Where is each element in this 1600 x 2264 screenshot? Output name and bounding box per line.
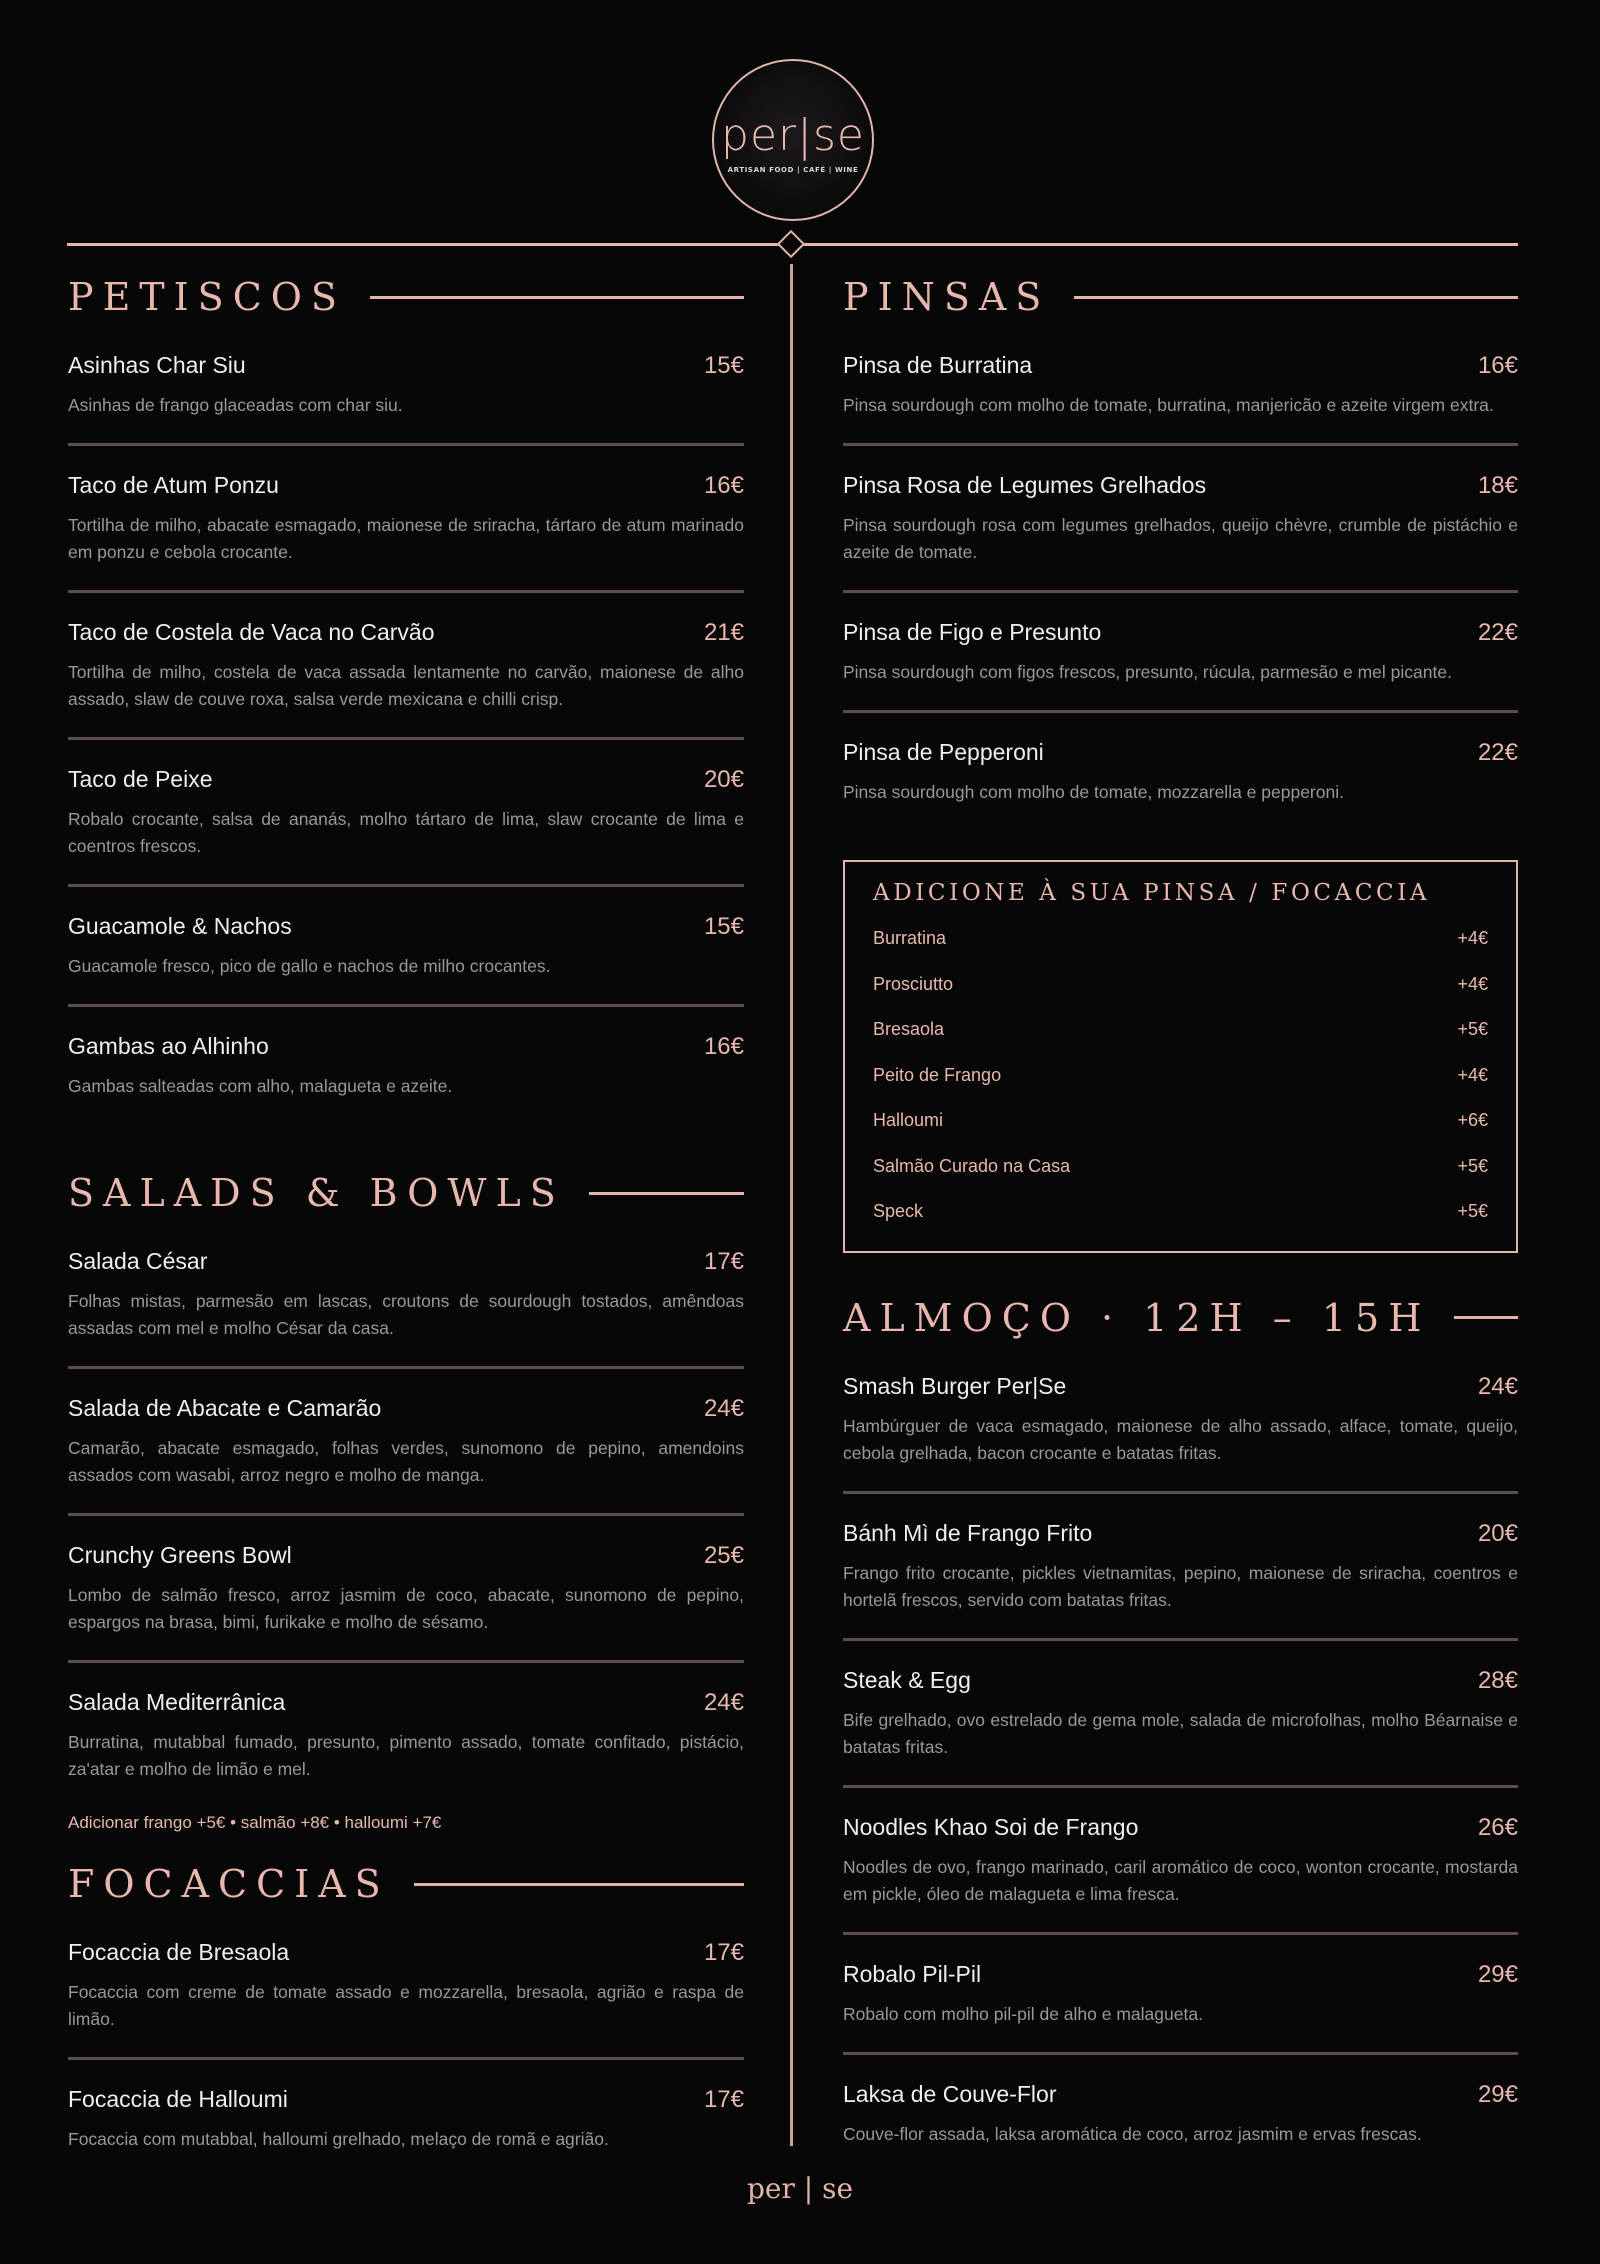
menu-item: [843, 713, 1518, 830]
pinsa-addon-box: [843, 860, 1518, 1253]
addon-price: +6€: [1457, 1110, 1488, 1131]
menu-item-header: [68, 1033, 744, 1061]
menu-item-name: Crunchy Greens Bowl: [68, 1542, 292, 1568]
menu-item-header: [843, 1373, 1518, 1401]
menu-item: [68, 446, 744, 593]
menu-item-description: Focaccia com mutabbal, halloumi grelhado, melaço de romã e agrião.: [68, 2129, 609, 2149]
menu-item-description: Couve-flor assada, laksa aromática de coco, arroz jasmim e ervas frescas.: [843, 2123, 1422, 2144]
menu-item-price: 17€: [703, 1939, 744, 1966]
menu-item-description: Robalo crocante, salsa de ananás, molho tártaro de lima, slaw crocante de lima e coentros frescos.: [68, 809, 744, 856]
menu-item-header: [68, 1248, 744, 1276]
menu-item-description: Guacamole fresco, pico de gallo e nachos de milho crocantes.: [68, 956, 551, 976]
menu-list: [68, 326, 744, 1124]
menu-item-price: 22€: [1477, 619, 1518, 646]
menu-list: [68, 1222, 744, 1807]
menu-item-header: [843, 472, 1518, 500]
menu-item-header: [68, 1395, 744, 1423]
menu-item-description: Focaccia com creme de tomate assado e mozzarella, bresaola, agrião e raspa de limão.: [68, 1982, 744, 2029]
menu-item-name: Salada Mediterrânica: [68, 1689, 286, 1715]
menu-item: [843, 446, 1518, 593]
menu-item-price: 20€: [1477, 1519, 1518, 1547]
addon-row: [873, 1098, 1488, 1144]
menu-item: [68, 1007, 744, 1124]
right-column: [843, 264, 1518, 2172]
menu-item-name: Salada César: [68, 1248, 208, 1274]
menu-item-price: 20€: [703, 766, 744, 793]
menu-item-price: 29€: [1477, 1960, 1518, 1988]
diamond-ornament: [777, 230, 805, 258]
addon-row: [873, 1189, 1488, 1235]
addon-price: +5€: [1457, 1155, 1488, 1176]
section-rule: [1454, 1316, 1518, 1319]
menu-item-name: Bánh Mì de Frango Frito: [843, 1519, 1093, 1546]
section-rule: [414, 1883, 744, 1886]
menu-item-header: [843, 619, 1518, 647]
addon-name: Speck: [873, 1201, 924, 1222]
menu-item-price: 17€: [703, 2086, 744, 2113]
menu-item-description: Tortilha de milho, costela de vaca assada lentamente no carvão, maionese de alho assado, slaw de couve roxa, salsa verde mexicana e chilli crisp.: [68, 662, 744, 709]
menu-item-header: [843, 1520, 1518, 1548]
section-title: ALMOÇO · 12H – 15H: [843, 1295, 1431, 1340]
menu-item-header: [68, 352, 744, 380]
section-title: SALADS & BOWLS: [68, 1171, 565, 1215]
menu-item-name: Noodles Khao Soi de Frango: [843, 1813, 1139, 1840]
menu-item-header: [843, 739, 1518, 767]
menu-item: [68, 326, 744, 446]
menu-item-description: Pinsa sourdough rosa com legumes grelhados, queijo chèvre, crumble de pistáchio e azeite de tomate.: [843, 515, 1518, 562]
menu-item: [843, 593, 1518, 713]
menu-item-price: 15€: [703, 352, 744, 379]
section-petiscos: [68, 268, 744, 326]
menu-item-header: [68, 913, 744, 941]
menu-item-name: Pinsa Rosa de Legumes Grelhados: [843, 472, 1207, 498]
menu-list: [68, 1913, 744, 2177]
addon-name: Halloumi: [873, 1110, 944, 1131]
menu-item: [843, 1641, 1518, 1788]
section-almoco: [843, 1289, 1518, 1347]
addon-price: +4€: [1457, 928, 1488, 949]
menu-item-price: 24€: [703, 1689, 744, 1716]
menu-item: [843, 1494, 1518, 1641]
menu-item-name: Guacamole & Nachos: [68, 913, 292, 939]
addon-price: +5€: [1457, 1201, 1488, 1222]
addon-name: Prosciutto: [873, 973, 954, 994]
footer-logo: per | se: [746, 2172, 854, 2205]
menu-list: [843, 1347, 1518, 2172]
menu-item-description: Tortilha de milho, abacate esmagado, maionese de sriracha, tártaro de atum marinado em ponzu e cebola crocante.: [68, 515, 744, 562]
menu-item-description: Hambúrguer de vaca esmagado, maionese de alho assado, alface, tomate, queijo, cebola grelhada, bacon crocante e batatas fritas.: [843, 1415, 1518, 1463]
menu-item-name: Gambas ao Alhinho: [68, 1033, 269, 1059]
menu-item-header: [843, 1814, 1518, 1842]
menu-item: [843, 326, 1518, 446]
menu-item-header: [68, 1689, 744, 1717]
menu-item-price: 24€: [703, 1395, 744, 1422]
menu-item: [68, 1222, 744, 1369]
addon-row: [873, 916, 1488, 962]
menu-item-header: [68, 619, 744, 647]
section-rule: [589, 1192, 744, 1195]
menu-item-header: [68, 766, 744, 794]
menu-list: [843, 326, 1518, 830]
menu-item: [68, 1516, 744, 1663]
menu-item-name: Focaccia de Bresaola: [68, 1939, 290, 1965]
menu-item: [68, 1369, 744, 1516]
menu-item-price: 16€: [703, 1033, 744, 1060]
menu-item: [843, 2055, 1518, 2172]
menu-item-description: Camarão, abacate esmagado, folhas verdes, sunomono de pepino, amendoins assados com wasabi, arroz negro e molho de manga.: [68, 1438, 744, 1485]
menu-item: [68, 1663, 744, 1807]
menu-item-name: Salada de Abacate e Camarão: [68, 1395, 382, 1421]
menu-item-description: Robalo com molho pil-pil de alho e malagueta.: [843, 2003, 1203, 2024]
menu-item-name: Robalo Pil-Pil: [843, 1960, 982, 1987]
addon-row: [873, 1007, 1488, 1053]
menu-item: [843, 1347, 1518, 1494]
menu-item-description: Folhas mistas, parmesão em lascas, croutons de sourdough tostados, amêndoas assadas com mel e molho César da casa.: [68, 1291, 744, 1338]
menu-item-header: [843, 352, 1518, 380]
menu-item-price: 15€: [703, 913, 744, 940]
menu-item-description: Frango frito crocante, pickles vietnamitas, pepino, maionese de sriracha, coentros e hortelã frescos, servido com batatas fritas.: [843, 1562, 1518, 1610]
menu-item-header: [68, 1939, 744, 1967]
menu-item-header: [843, 2081, 1518, 2109]
menu-item-price: 29€: [1477, 2080, 1518, 2108]
menu-item-name: Taco de Costela de Vaca no Carvão: [68, 619, 435, 645]
addon-list: [873, 916, 1488, 1235]
logo: [712, 59, 874, 221]
menu-item-name: Laksa de Couve-Flor: [843, 2080, 1057, 2107]
menu-item-name: Pinsa de Figo e Presunto: [843, 619, 1102, 645]
section-pinsas: [843, 268, 1518, 326]
addon-row: [873, 1144, 1488, 1190]
menu-item: [843, 1935, 1518, 2055]
menu-item: [68, 2060, 744, 2177]
section-title: PINSAS: [843, 275, 1051, 319]
menu-item-description: Noodles de ovo, frango marinado, caril aromático de coco, wonton crocante, mostarda em pickle, óleo de malagueta e lima fresca.: [843, 1856, 1518, 1904]
menu-item-price: 17€: [703, 1248, 744, 1275]
salad-addons: Adicionar frango +5€ • salmão +8€ • halloumi +7€: [68, 1813, 442, 1832]
menu-item: [68, 593, 744, 740]
menu-item-description: Bife grelhado, ovo estrelado de gema mole, salada de microfolhas, molho Béarnaise e batatas fritas.: [843, 1709, 1518, 1757]
menu-item-name: Taco de Atum Ponzu: [68, 472, 279, 498]
menu-item-price: 28€: [1477, 1666, 1518, 1694]
section-focaccias: [68, 1855, 744, 1913]
section-title: FOCACCIAS: [68, 1862, 390, 1906]
addon-price: +5€: [1457, 1019, 1488, 1040]
center-divider: [790, 264, 793, 2146]
section-title: PETISCOS: [68, 275, 346, 319]
menu-item-name: Smash Burger Per|Se: [843, 1372, 1067, 1399]
left-column: [68, 264, 744, 2177]
addon-row: [873, 1053, 1488, 1099]
menu-item: [68, 887, 744, 1007]
addon-name: Burratina: [873, 928, 947, 949]
section-rule: [1074, 296, 1518, 299]
menu-item-price: 16€: [1477, 352, 1518, 379]
menu-item-header: [843, 1667, 1518, 1695]
menu-item-description: Burratina, mutabbal fumado, presunto, pimento assado, tomate confitado, pistácio, za'atar e molho de limão e mel.: [68, 1732, 744, 1779]
addon-box-title: ADICIONE À SUA PINSA / FOCACCIA: [873, 880, 1431, 906]
menu-item-price: 24€: [1477, 1372, 1518, 1400]
menu-item-name: Steak & Egg: [843, 1666, 971, 1693]
addon-row: [873, 962, 1488, 1008]
menu-item-header: [68, 2086, 744, 2114]
addon-price: +4€: [1457, 1064, 1488, 1085]
addon-price: +4€: [1457, 973, 1488, 994]
menu-item-description: Gambas salteadas com alho, malagueta e azeite.: [68, 1076, 453, 1096]
section-rule: [370, 296, 744, 299]
logo-tagline: ARTISAN FOOD | CAFÉ | WINE: [727, 166, 859, 174]
menu-item: [68, 1913, 744, 2060]
menu-item-price: 16€: [703, 472, 744, 499]
menu-item-name: Taco de Peixe: [68, 766, 213, 792]
addon-name: Salmão Curado na Casa: [873, 1155, 1071, 1176]
menu-item-name: Focaccia de Halloumi: [68, 2086, 288, 2112]
section-salads: [68, 1164, 744, 1222]
menu-item-price: 21€: [703, 619, 744, 646]
logo-wordmark: per|se: [721, 110, 865, 161]
addon-name: Bresaola: [873, 1019, 945, 1040]
menu-item-description: Lombo de salmão fresco, arroz jasmim de coco, abacate, sunomono de pepino, espargos na brasa, bimi, furikake e molho de sésamo.: [68, 1585, 744, 1632]
menu-item-description: Pinsa sourdough com molho de tomate, mozzarella e pepperoni.: [843, 782, 1344, 802]
menu-item-price: 22€: [1477, 739, 1518, 766]
menu-item-description: Pinsa sourdough com molho de tomate, burratina, manjericão e azeite virgem extra.: [843, 395, 1494, 415]
addon-name: Peito de Frango: [873, 1064, 1002, 1085]
menu-item-price: 18€: [1477, 472, 1518, 499]
menu-item-price: 26€: [1477, 1813, 1518, 1841]
menu-item: [68, 740, 744, 887]
menu-item-header: [68, 1542, 744, 1570]
menu-item-header: [68, 472, 744, 500]
menu-item-name: Asinhas Char Siu: [68, 352, 246, 378]
menu-item-price: 25€: [703, 1542, 744, 1569]
menu-item-description: Asinhas de frango glaceadas com char siu.: [68, 395, 403, 415]
menu-item-name: Pinsa de Burratina: [843, 352, 1033, 378]
menu-item-description: Pinsa sourdough com figos frescos, presunto, rúcula, parmesão e mel picante.: [843, 662, 1452, 682]
menu-item: [843, 1788, 1518, 1935]
menu-item-name: Pinsa de Pepperoni: [843, 739, 1044, 765]
menu-item-header: [843, 1961, 1518, 1989]
